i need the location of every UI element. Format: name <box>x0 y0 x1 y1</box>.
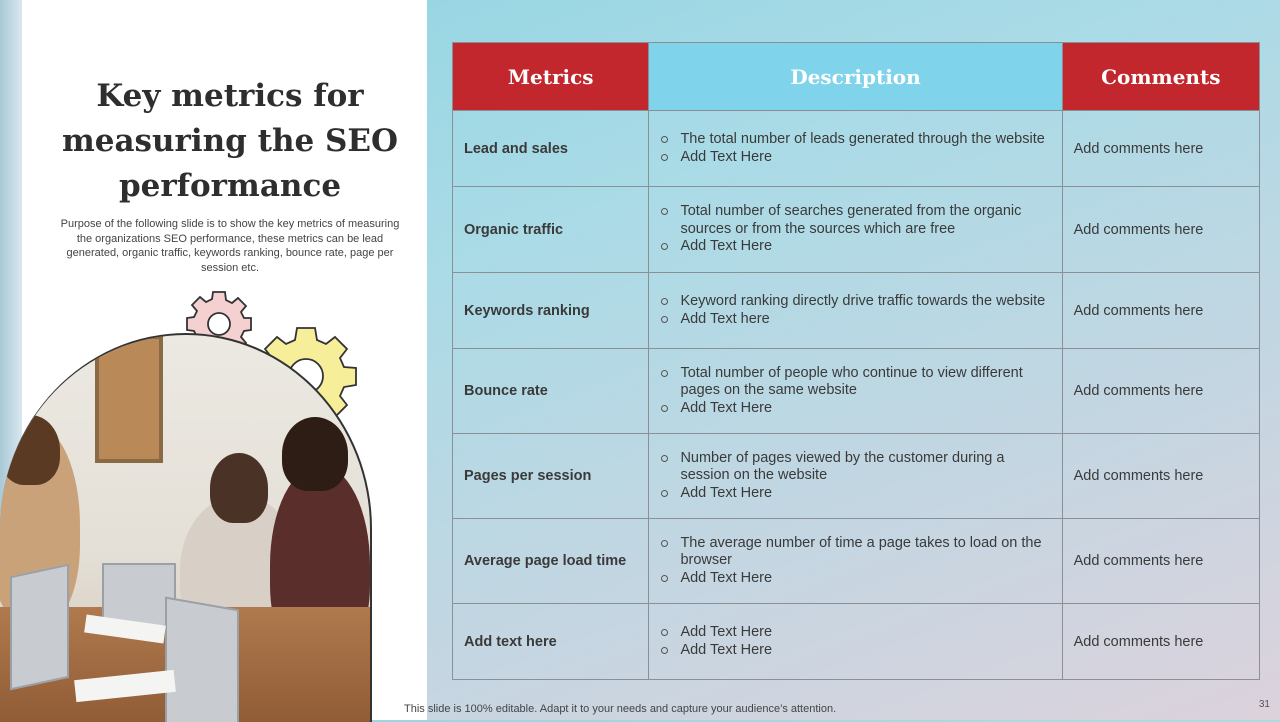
description-item: Add Text here <box>661 311 1049 329</box>
header-comments: Comments <box>1062 43 1259 111</box>
metric-cell: Average page load time <box>453 519 649 604</box>
metric-cell: Keywords ranking <box>453 273 649 349</box>
table-row <box>453 111 1260 187</box>
table-row <box>453 519 1260 604</box>
table-row <box>453 349 1260 434</box>
table-row <box>453 604 1260 680</box>
comment-cell: Add comments here <box>1062 604 1259 680</box>
header-metrics: Metrics <box>453 43 649 111</box>
description-cell <box>649 434 1062 519</box>
metric-cell: Bounce rate <box>453 349 649 434</box>
person-center-head <box>210 453 268 523</box>
metrics-table <box>452 42 1260 680</box>
comment-cell: Add comments here <box>1062 519 1259 604</box>
description-cell <box>649 604 1062 680</box>
description-cell <box>649 187 1062 273</box>
description-item: Number of pages viewed by the customer during a session on the website <box>661 450 1049 485</box>
description-item: Add Text Here <box>661 642 1049 660</box>
table-header-row <box>453 43 1260 111</box>
description-item: The total number of leads generated through the website <box>661 131 1049 149</box>
comment-cell: Add comments here <box>1062 273 1259 349</box>
comment-cell: Add comments here <box>1062 349 1259 434</box>
comment-cell: Add comments here <box>1062 434 1259 519</box>
page-number: 31 <box>1258 699 1270 710</box>
description-cell <box>649 349 1062 434</box>
description-item: Add Text Here <box>661 485 1049 503</box>
description-cell <box>649 111 1062 187</box>
laptop-front <box>165 596 239 722</box>
header-description: Description <box>649 43 1062 111</box>
cork-board <box>95 335 163 463</box>
laptop-left <box>10 564 69 691</box>
description-item: Add Text Here <box>661 624 1049 642</box>
description-item: Total number of people who continue to view different pages on the same website <box>661 365 1049 400</box>
metric-cell: Pages per session <box>453 434 649 519</box>
comment-cell: Add comments here <box>1062 111 1259 187</box>
person-right-head <box>282 417 348 491</box>
team-photo <box>0 333 372 722</box>
table-row <box>453 434 1260 519</box>
footer-note: This slide is 100% editable. Adapt it to your needs and capture your audience’s attention. <box>404 703 837 715</box>
description-item: The average number of time a page takes to load on the browser <box>661 535 1049 570</box>
slide-title: Key metrics for measuring the SEO performance <box>61 78 399 204</box>
description-item: Add Text Here <box>661 570 1049 588</box>
table-row <box>453 273 1260 349</box>
table-row <box>453 187 1260 273</box>
metric-cell: Add text here <box>453 604 649 680</box>
slide-subtitle: Purpose of the following slide is to show the key metrics of measuring the organizations SEO performance, these metrics can be lead generated, organic traffic, keywords ranking, bounce rate, page per session etc. <box>60 218 400 274</box>
description-cell <box>649 273 1062 349</box>
description-item: Total number of searches generated from the organic sources or from the sources which are free <box>661 203 1049 238</box>
metric-cell: Organic traffic <box>453 187 649 273</box>
description-item: Add Text Here <box>661 149 1049 167</box>
description-item: Add Text Here <box>661 238 1049 256</box>
description-item: Add Text Here <box>661 400 1049 418</box>
metric-cell: Lead and sales <box>453 111 649 187</box>
comment-cell: Add comments here <box>1062 187 1259 273</box>
description-item: Keyword ranking directly drive traffic towards the website <box>661 293 1049 311</box>
person-left-head <box>0 415 60 485</box>
description-cell <box>649 519 1062 604</box>
